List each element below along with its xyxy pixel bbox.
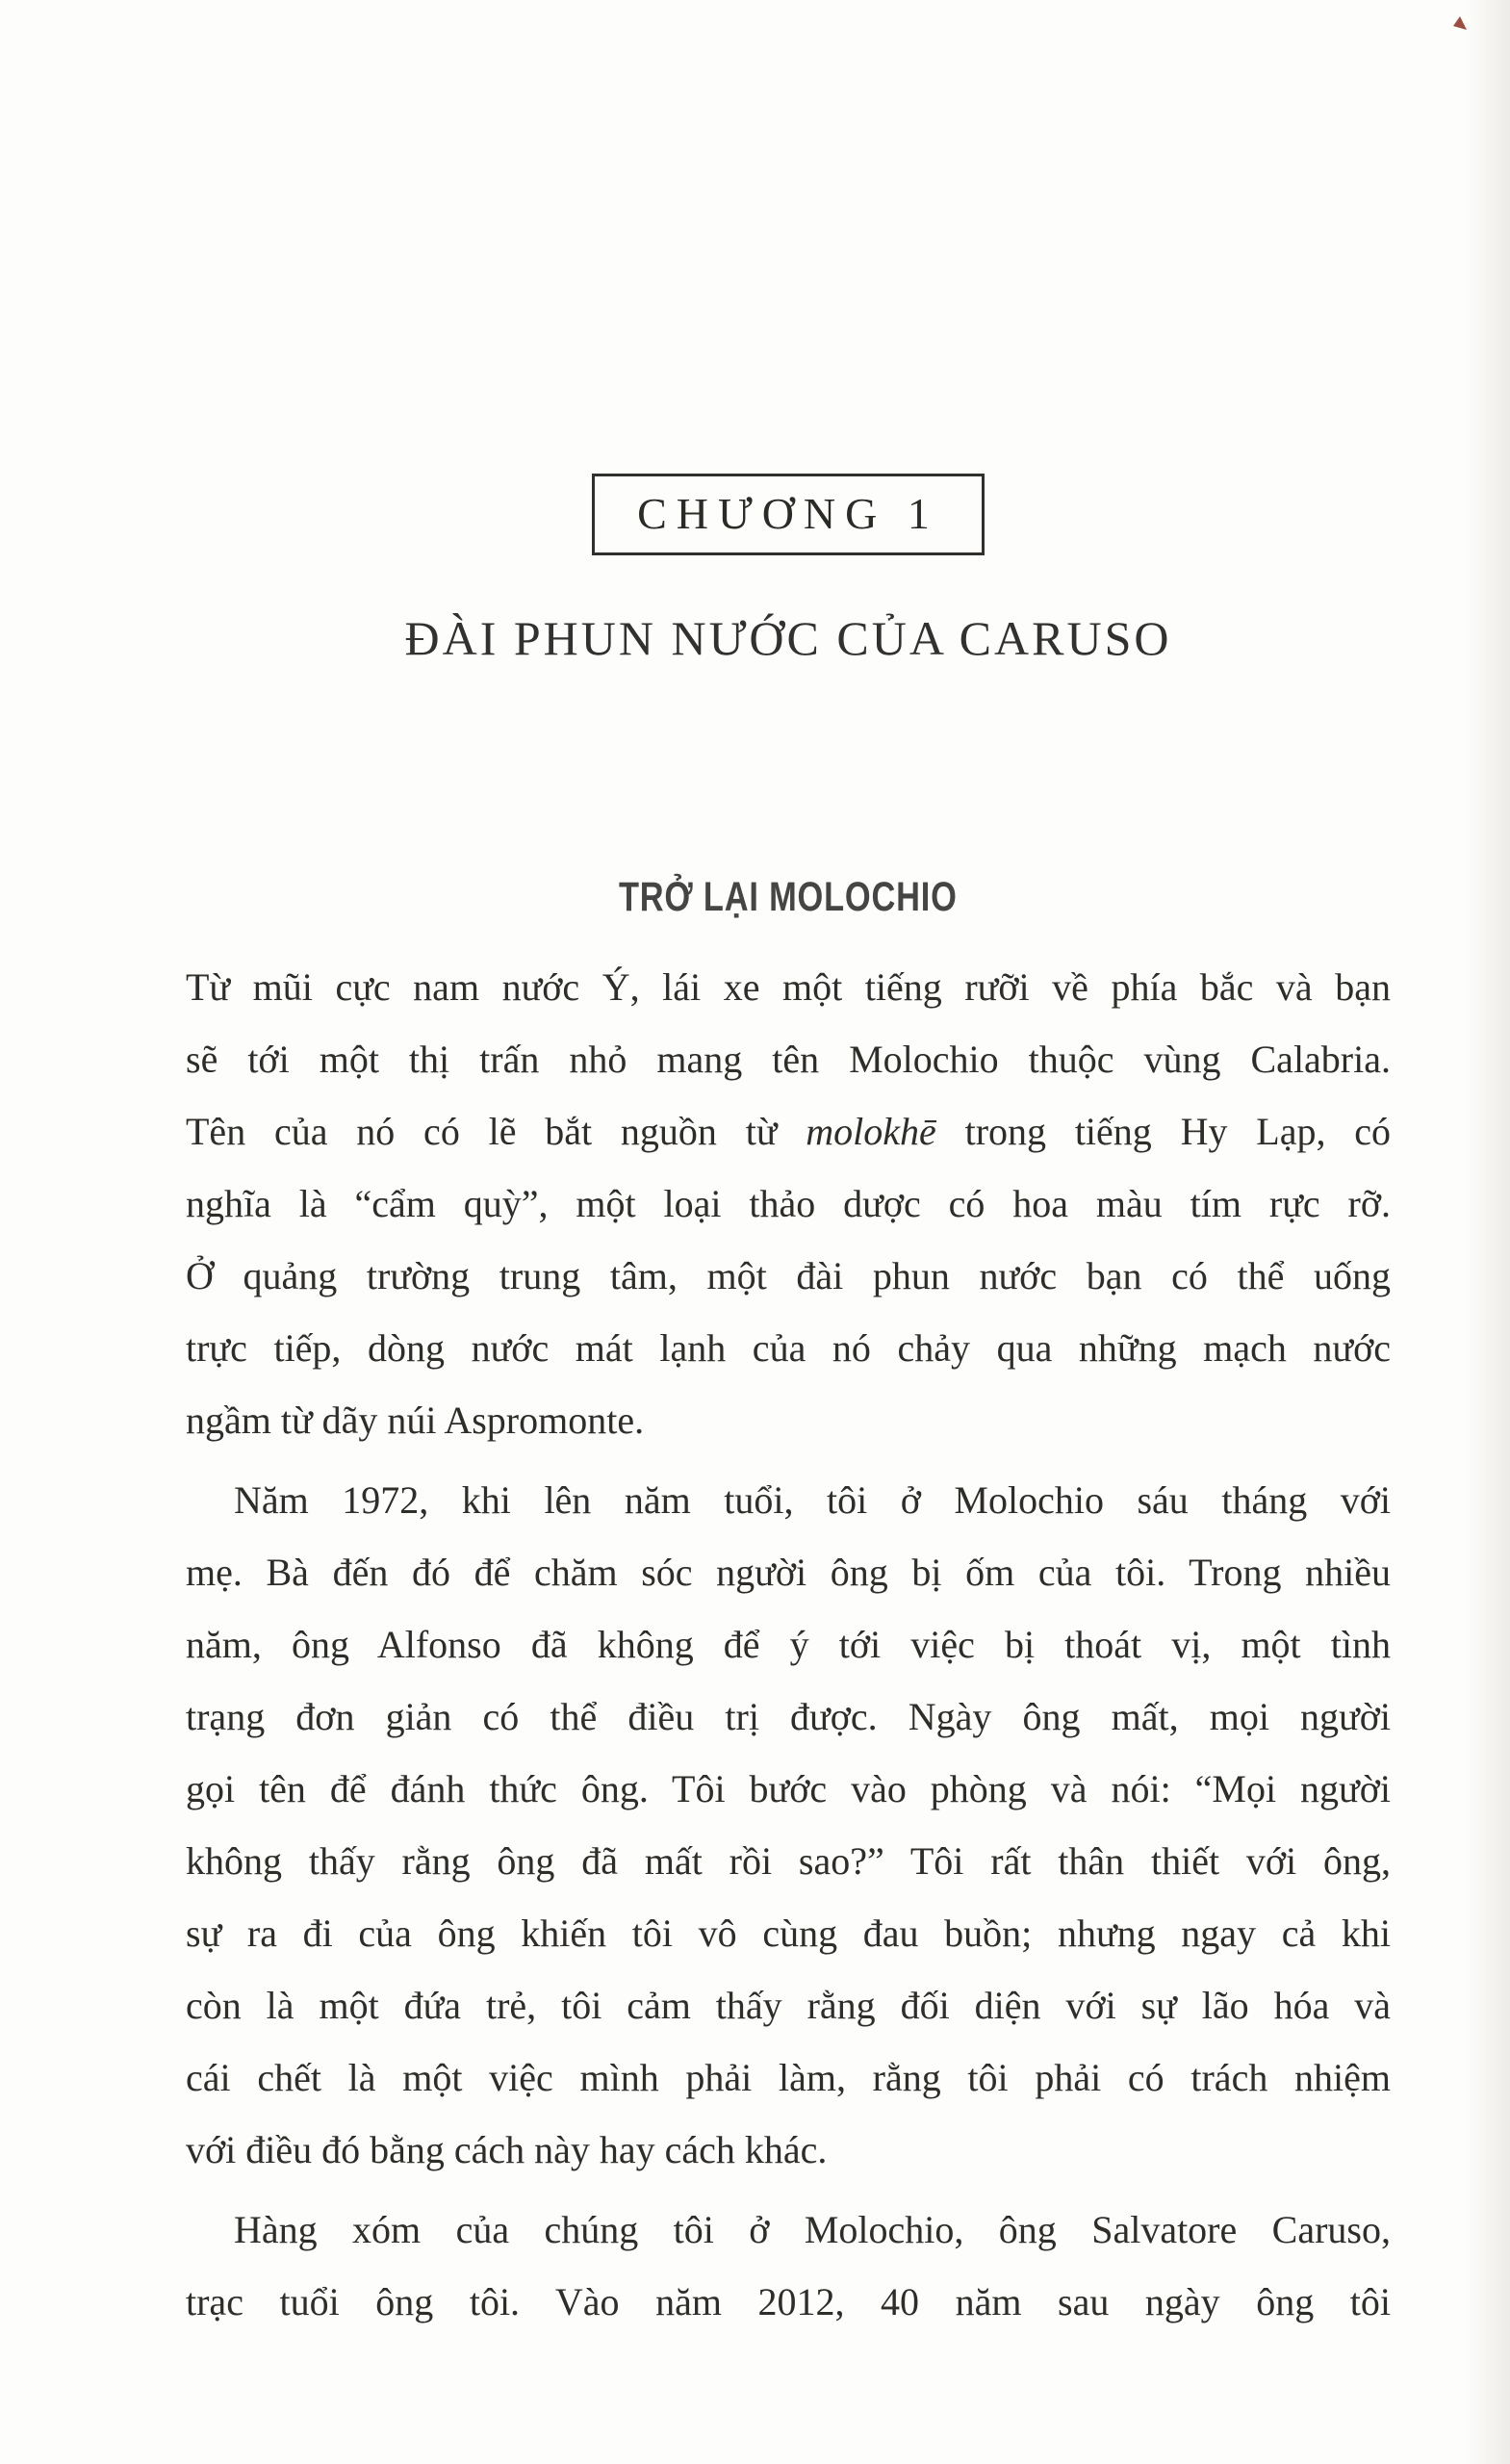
text-run: sẽ tới một thị trấn nhỏ mang tên Molochio thuộc vùng Calabria. bbox=[186, 1038, 1391, 1081]
scan-shadow bbox=[1466, 0, 1510, 2464]
text-line bbox=[186, 2114, 1391, 2186]
text-run: cái chết là một việc mình phải làm, rằng tôi phải có trách nhiệm bbox=[186, 2056, 1391, 2099]
paragraph bbox=[186, 1464, 1391, 2186]
red-ink-mark bbox=[1452, 16, 1468, 34]
text-run: trực tiếp, dòng nước mát lạnh của nó chảy qua những mạch nước bbox=[186, 1326, 1391, 1370]
text-run: Tên của nó có lẽ bắt nguồn từ bbox=[186, 1110, 806, 1153]
text-line bbox=[186, 1168, 1391, 1240]
text-line bbox=[186, 2194, 1391, 2266]
text-run: ngầm từ dãy núi Aspromonte. bbox=[186, 1399, 645, 1442]
text-run: Từ mũi cực nam nước Ý, lái xe một tiếng rưỡi về phía bắc và bạn bbox=[186, 965, 1391, 1009]
text-run: Năm 1972, khi lên năm tuổi, tôi ở Molochio sáu tháng với bbox=[234, 1478, 1391, 1522]
text-run: trong tiếng Hy Lạp, có bbox=[935, 1110, 1391, 1153]
chapter-title-container bbox=[186, 610, 1391, 666]
text-run: Hàng xóm của chúng tôi ở Molochio, ông Salvatore Caruso, bbox=[234, 2208, 1391, 2251]
text-line bbox=[186, 1608, 1391, 1681]
chapter-box-container bbox=[186, 474, 1391, 555]
text-run: còn là một đứa trẻ, tôi cảm thấy rằng đối diện với sự lão hóa và bbox=[186, 1984, 1391, 2027]
text-line bbox=[186, 2041, 1391, 2114]
section-heading: TRỞ LẠI MOLOCHIO bbox=[619, 874, 958, 920]
text-line bbox=[186, 1825, 1391, 1897]
text-line bbox=[186, 1536, 1391, 1608]
text-run: với điều đó bằng cách này hay cách khác. bbox=[186, 2128, 828, 2171]
text-line bbox=[186, 1897, 1391, 1969]
paragraph bbox=[186, 951, 1391, 1456]
text-line bbox=[186, 1681, 1391, 1753]
text-line bbox=[186, 1464, 1391, 1536]
text-run: sự ra đi của ông khiến tôi vô cùng đau buồn; nhưng ngay cả khi bbox=[186, 1912, 1391, 1955]
text-run: mẹ. Bà đến đó để chăm sóc người ông bị ốm của tôi. Trong nhiều bbox=[186, 1551, 1391, 1594]
text-run: trạc tuổi ông tôi. Vào năm 2012, 40 năm sau ngày ông tôi bbox=[186, 2280, 1391, 2323]
text-line bbox=[186, 1753, 1391, 1825]
text-line bbox=[186, 1023, 1391, 1095]
chapter-title: ĐÀI PHUN NƯỚC CỦA CARUSO bbox=[404, 611, 1172, 665]
text-run: Ở quảng trường trung tâm, một đài phun nước bạn có thể uống bbox=[186, 1254, 1391, 1297]
red-triangle-icon bbox=[1452, 16, 1468, 34]
section-heading-container bbox=[186, 874, 1391, 921]
text-run: không thấy rằng ông đã mất rồi sao?” Tôi rất thân thiết với ông, bbox=[186, 1839, 1391, 1883]
text-line bbox=[186, 1240, 1391, 1312]
text-line bbox=[186, 1095, 1391, 1168]
text-run: nghĩa là “cẩm quỳ”, một loại thảo dược có hoa màu tím rực rỡ. bbox=[186, 1182, 1391, 1225]
text-line bbox=[186, 1312, 1391, 1384]
text-line bbox=[186, 2266, 1391, 2338]
text-run: năm, ông Alfonso đã không để ý tới việc bị thoát vị, một tình bbox=[186, 1623, 1391, 1666]
text-run: gọi tên để đánh thức ông. Tôi bước vào phòng và nói: “Mọi người bbox=[186, 1767, 1391, 1810]
text-run: trạng đơn giản có thể điều trị được. Ngày ông mất, mọi người bbox=[186, 1695, 1391, 1738]
body-text bbox=[186, 951, 1391, 2338]
text-line bbox=[186, 1969, 1391, 2041]
text-line bbox=[186, 1384, 1391, 1456]
chapter-label: CHƯƠNG 1 bbox=[592, 474, 985, 555]
paragraph bbox=[186, 2194, 1391, 2338]
text-line bbox=[186, 951, 1391, 1023]
italic-text-run: molokhē bbox=[806, 1110, 936, 1153]
